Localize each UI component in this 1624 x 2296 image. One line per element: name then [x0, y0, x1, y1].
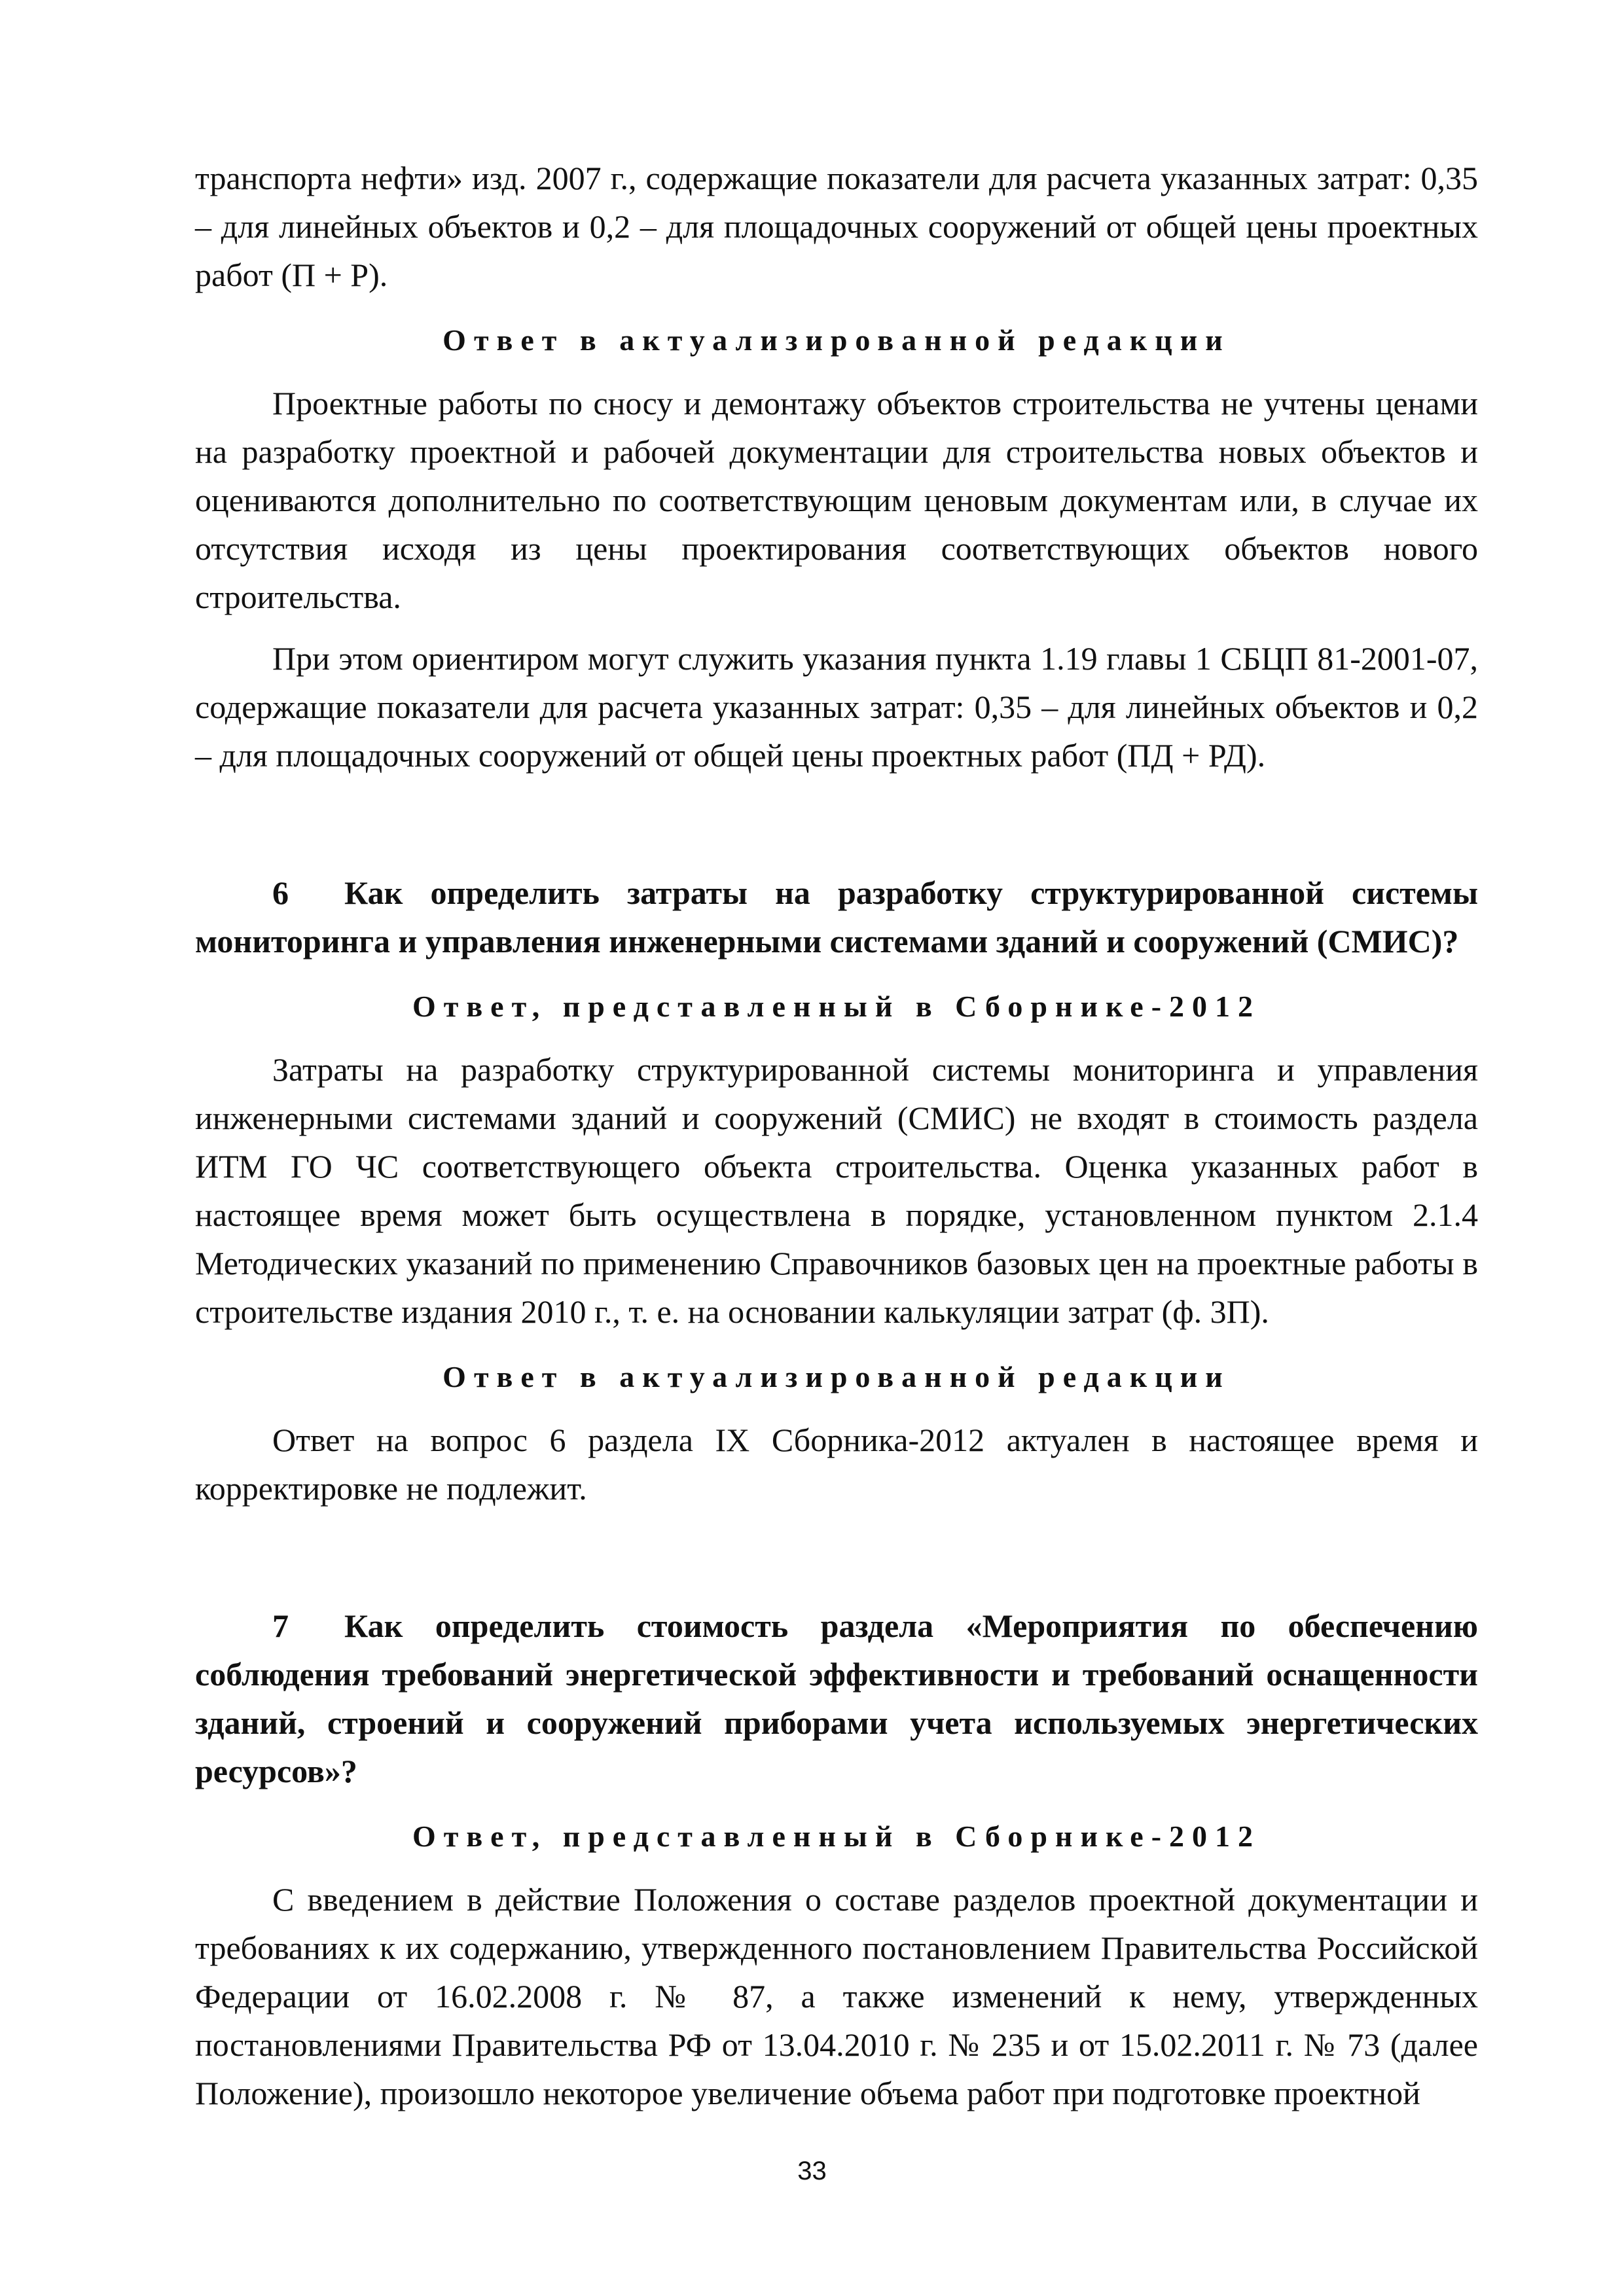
section-heading-2012: Ответ, представленный в Сборнике-2012 — [412, 1820, 1261, 1853]
page-number: 33 — [797, 2157, 827, 2185]
question-number: 6 — [272, 874, 289, 911]
section-heading-2012: Ответ, представленный в Сборнике-2012 — [412, 990, 1261, 1023]
page-content — [195, 154, 1478, 2117]
question-6 — [195, 869, 1478, 965]
question-7 — [195, 1602, 1478, 1795]
question-number: 7 — [272, 1607, 289, 1644]
body-paragraph: Затраты на разработку структурированной системы мониторинга и управления инженерными системами зданий и сооружений (СМИС) не входят в стоимость раздела ИТМ ГО ЧС соответствующего объекта строительства. Оценка указанных работ в настоящее время может быть осуществлена в порядке, установленном пунктом 2.1.4 Методических указаний по применению Справочников базовых цен на проектные работы в строительстве издания 2010 г., т. е. на основании калькуляции затрат (ф. 3П). — [195, 1051, 1478, 1330]
body-paragraph: С введением в действие Положения о составе разделов проектной документации и требованиях к их содержанию, утвержденного постановлением Правительства Российской Федерации от 16.02.2008 г. № 87, а также изменений к нему, утвержденных постановлениями Правительства РФ от 13.04.2010 г. № 235 и от 15.02.2011 г. № 73 (далее Положение), произошло некоторое увеличение объема работ при подготовке проектной — [195, 1881, 1478, 2111]
body-paragraph: При этом ориентиром могут служить указания пункта 1.19 главы 1 СБЦП 81-2001-07, содержащие показатели для расчета указанных затрат: 0,35 – для линейных объектов и 0,2 – для площадочных сооружений от общей цены проектных работ (ПД + РД). — [195, 640, 1478, 774]
body-paragraph: Ответ на вопрос 6 раздела IX Сборника-2012 актуален в настоящее время и корректировке не подлежит. — [195, 1422, 1478, 1507]
section-heading-updated: Ответ в актуализированной редакции — [442, 1360, 1231, 1393]
question-text: Как определить затраты на разработку структурированной системы мониторинга и управления инженерными системами зданий и сооружений (СМИС)? — [195, 874, 1478, 960]
question-text: Как определить стоимость раздела «Мероприятия по обеспечению соблюдения требований энергетической эффективности и требований оснащенности зданий, строений и сооружений приборами учета используемых энергетических ресурсов»? — [195, 1607, 1478, 1789]
body-paragraph: Проектные работы по сносу и демонтажу объектов строительства не учтены ценами на разработку проектной и рабочей документации для строительства новых объектов и оцениваются дополнительно по соответствующим ценовым документам или, в случае их отсутствия исходя из цены проектирования соответствующих объектов нового строительства. — [195, 385, 1478, 615]
section-heading-updated: Ответ в актуализированной редакции — [442, 323, 1231, 357]
intro-paragraph: транспорта нефти» изд. 2007 г., содержащие показатели для расчета указанных затрат: 0,35 – для линейных объектов и 0,2 – для площадочных сооружений от общей цены проектных работ (П + Р). — [195, 160, 1478, 293]
